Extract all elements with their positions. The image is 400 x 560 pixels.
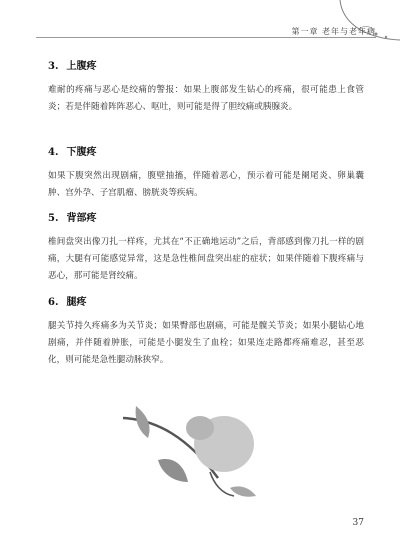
section-heading (48, 60, 364, 74)
section-title: 背部疼 (66, 213, 97, 224)
section-4 (48, 146, 364, 202)
section-body: 如果下腹突然出现剧痛，腹壁抽搐，伴随着恶心，预示着可能是阑尾炎、卵巢囊肿、宫外孕、子宫肌瘤、膀胱炎等疾病。 (48, 171, 364, 198)
header-rule (36, 37, 376, 38)
section-title: 上腹疼 (66, 61, 97, 72)
section-heading (48, 296, 364, 310)
section-heading (48, 146, 364, 160)
section-3 (48, 60, 364, 116)
gourd-illustration (118, 398, 268, 498)
section-number: 4. (48, 147, 59, 158)
section-number: 3. (48, 61, 59, 72)
section-heading (48, 212, 364, 226)
section-body: 难耐的疼痛与恶心是绞痛的警报：如果上腹部发生钻心的疼痛，很可能患上食管炎；若是伴随着阵阵恶心、呕吐，则可能是得了胆绞痛或胰腺炎。 (48, 85, 364, 112)
section-body: 腿关节持久疼痛多为关节炎；如果臀部也剧痛，可能是髋关节炎；如果小腿钻心地剧痛，并伴随着肿胀，可能是小腿发生了血栓；如果连走路都疼痛难忍，甚至恶化，则可能是急性腿动脉狭窄。 (48, 321, 364, 365)
section-number: 6. (48, 297, 59, 308)
section-6 (48, 296, 364, 369)
running-header: 第一章 老年与老年病 (291, 27, 376, 36)
section-body: 椎间盘突出像刀扎一样疼，尤其在“不正确地运动”之后，背部感到像刀扎一样的剧痛，大腿有可能感觉异常，这是急性椎间盘突出症的症状；如果伴随着下腹疼痛与恶心，那可能是肾绞痛。 (48, 237, 364, 281)
section-title: 腿疼 (66, 297, 87, 308)
section-number: 5. (48, 213, 59, 224)
section-5 (48, 212, 364, 285)
page-number: 37 (352, 518, 364, 528)
section-title: 下腹疼 (66, 147, 97, 158)
